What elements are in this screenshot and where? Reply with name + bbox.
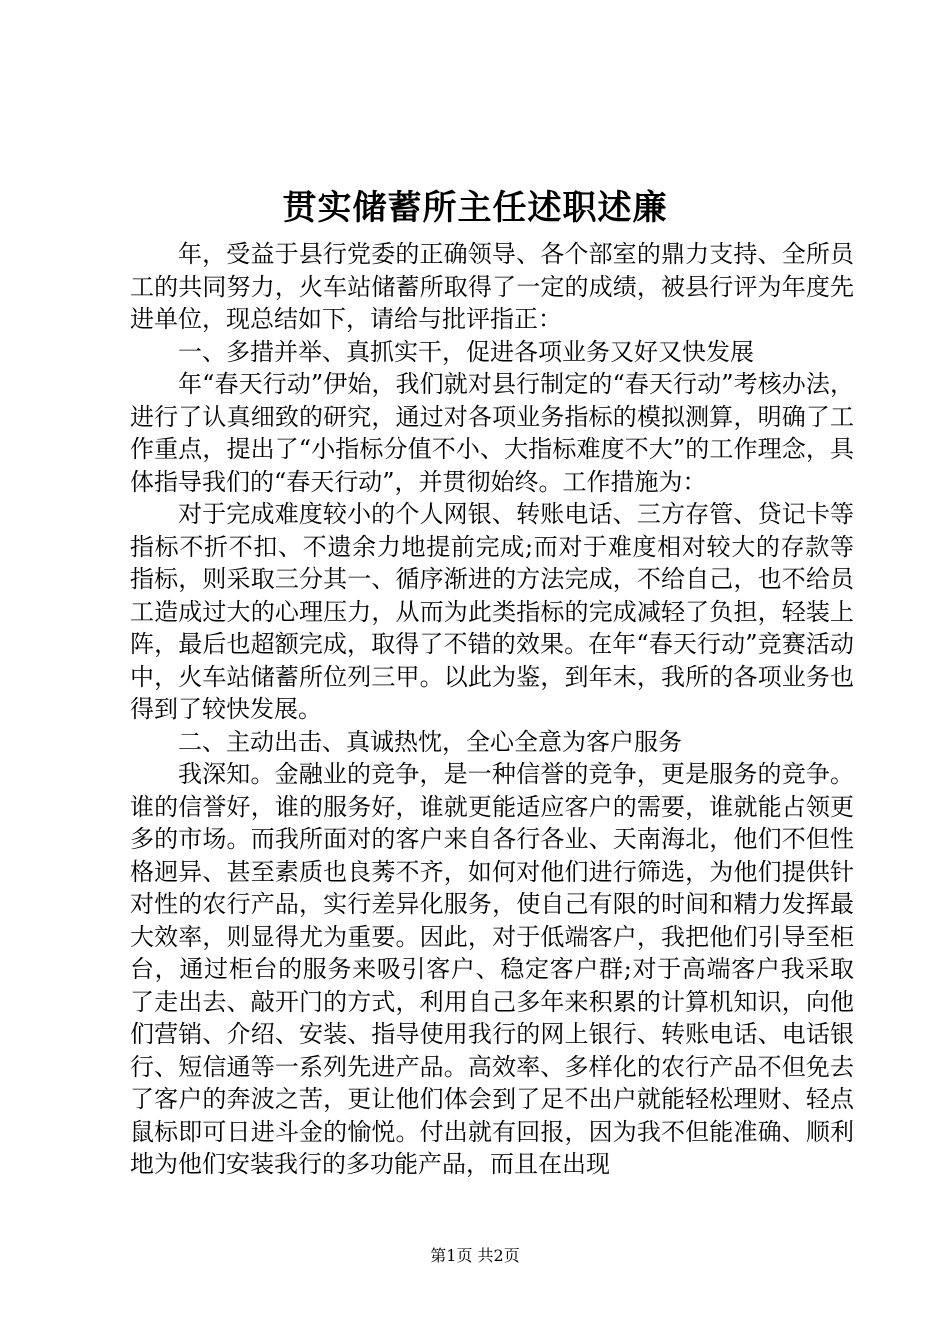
paragraph-service: 我深知。金融业的竞争，是一种信誉的竞争，更是服务的竞争。谁的信誉好，谁的服务好，谁就更能适应客户的需要，谁就能占领更多的市场。而我所面对的客户来自各行各业、天南海北，他们不但性格迥异、甚至素质也良莠不齐，如何对他们进行筛选，为他们提供针对性的农行产品，实行差异化服务，使自己有限的时间和精力发挥最大效率，则显得尤为重要。因此，对于低端客户，我把他们引导至柜台，通过柜台的服务来吸引客户、稳定客户群;对于高端客户我采取了走出去、敲开门的方式，利用自己多年来积累的计算机知识，向他们营销、介绍、安装、指导使用我行的网上银行、转账电话、电话银行、短信通等一系列先进产品。高效率、多样化的农行产品不但免去了客户的奔波之苦，更让他们体会到了足不出户就能轻松理财、轻点鼠标即可日进斗金的愉悦。付出就有回报，因为我不但能准确、顺利地为他们安装我行的多功能产品，而且在出现 bbox=[130, 760, 854, 1178]
document-body bbox=[130, 238, 854, 1181]
section-heading-2: 二、主动出击、真诚热忱，全心全意为客户服务 bbox=[178, 727, 682, 756]
section-heading-1: 一、多措并举、真抓实干，促进各项业务又好又快发展 bbox=[178, 337, 754, 366]
paragraph-intro: 年，受益于县行党委的正确领导、各个部室的鼎力支持、全所员工的共同努力，火车站储蓄所取得了一定的成绩，被县行评为年度先进单位，现总结如下，请给与批评指正： bbox=[130, 240, 854, 333]
page-number-footer: 第1页 共2页 bbox=[430, 1246, 520, 1265]
paragraph-measures: 对于完成难度较小的个人网银、转账电话、三方存管、贷记卡等指标不折不扣、不遗余力地提前完成;而对于难度相对较大的存款等指标，则采取三分其一、循序渐进的方法完成，不给自己，也不给员工造成过大的心理压力，从而为此类指标的完成减轻了负担，轻装上阵，最后也超额完成，取得了不错的效果。在年“春天行动”竞赛活动中，火车站储蓄所位列三甲。以此为鉴，到年末，我所的各项业务也得到了较快发展。 bbox=[130, 500, 854, 723]
document-title: 贯实储蓄所主任述职述廉 bbox=[282, 188, 668, 228]
paragraph-spring-action: 年“春天行动”伊始，我们就对县行制定的“春天行动”考核办法，进行了认真细致的研究，通过对各项业务指标的模拟测算，明确了工作重点，提出了“小指标分值不小、大指标难度不大”的工作理念，具体指导我们的“春天行动”，并贯彻始终。工作措施为： bbox=[130, 370, 854, 496]
